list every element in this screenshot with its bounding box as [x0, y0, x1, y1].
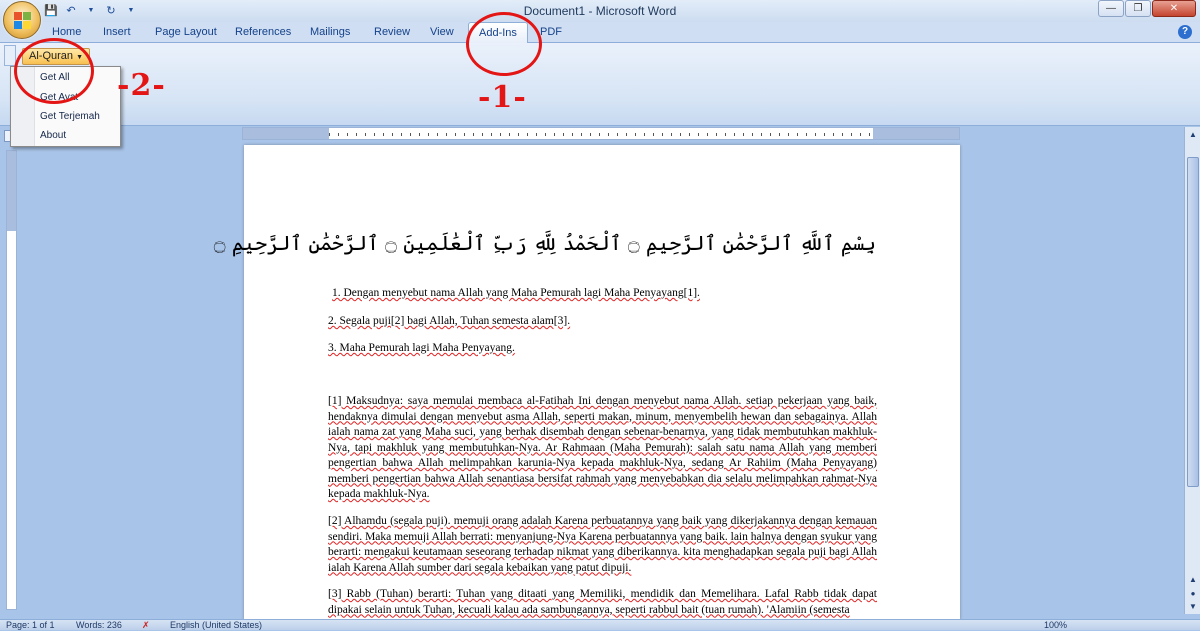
menu-item-get-ayat[interactable]: Get Ayat [40, 92, 79, 103]
vertical-ruler[interactable] [6, 150, 17, 610]
word-count[interactable]: Words: 236 [76, 620, 122, 630]
tab-mailings[interactable]: Mailings [310, 26, 351, 38]
footnote-1-text: [1] Maksudnya: saya memulai membaca al-Fatihah Ini dengan menyebut nama Allah. setiap pekerjaan yang baik, hendaknya dimulai dengan menyebut asma Allah, seperti makan, minum, menyembelih hewan dan sebagainya. Allah ialah nama zat yang Maha suci, yang berhak disembah dengan sebenar-benarnya, yang tidak membutuhkan makhluk-Nya, tapi makhluk yang membutuhkan-Nya. Ar Rahmaan (Maha Pemurah): salah satu nama Allah yang memberi pengertian bahwa Allah melimpahkan karunia-Nya kepada makhluk-Nya, sedang Ar Rahiim (Maha Penyayang) memberi pengertian bahwa Allah senantiasa bersifat rahmah yang menyebabkan dia selalu melimpahkan rahmat-Nya kepada makhluk-Nya. [328, 395, 877, 500]
annotation-step-1: -1- [478, 80, 527, 115]
tab-pdf[interactable]: PDF [540, 26, 562, 38]
numbered-item-1-text: 1. Dengan menyebut nama Allah yang Maha Pemurah lagi Maha Penyayang[1]. [332, 287, 700, 299]
undo-icon[interactable]: ↶ [66, 5, 76, 17]
ruler-left-margin [243, 128, 329, 139]
numbered-item-2-text: 2. Segala puji[2] bagi Allah, Tuhan semesta alam[3]. [328, 315, 571, 327]
annotation-step-2: -2- [117, 68, 166, 103]
chevron-down-icon: ▼ [76, 54, 84, 61]
scroll-up-icon[interactable]: ▲ [1189, 130, 1197, 139]
footnote-1 [328, 394, 877, 503]
footnote-3 [328, 587, 877, 618]
al-quran-label: Al-Quran [29, 50, 74, 62]
redo-icon[interactable]: ↻ [106, 5, 116, 17]
dropdown-arrow-icon[interactable]: ▼ [87, 7, 95, 14]
ribbon-panel [0, 43, 1200, 126]
menu-item-about[interactable]: About [40, 130, 67, 141]
numbered-item-1 [332, 287, 700, 299]
tab-home[interactable]: Home [52, 26, 82, 38]
scroll-up-arrow-icon[interactable]: ▲ [1189, 575, 1197, 584]
numbered-item-3-text: 3. Maha Pemurah lagi Maha Penyayang. [328, 342, 515, 354]
document-page[interactable] [213, 145, 960, 620]
office-logo-icon [14, 12, 32, 30]
tab-add-ins[interactable]: Add-Ins [468, 22, 528, 44]
scroll-down-icon[interactable]: ▼ [1189, 602, 1197, 611]
tab-references[interactable]: References [235, 26, 292, 38]
vertical-scrollbar[interactable] [1184, 127, 1200, 614]
arabic-verse: بِسْمِ ٱللَّهِ ٱلرَّحْمَٰنِ ٱلرَّحِيمِ ۝ ٱلْحَمْدُ لِلَّهِ رَبِّ ٱلْعَٰلَمِينَ ۝ ٱلرَّحْمَٰنِ ٱلرَّحِيمِ ۝ [213, 231, 876, 255]
footnote-2-text: [2] Alhamdu (segala puji). memuji orang adalah Karena perbuatannya yang baik yang dikerjakannya dengan kemauan sendiri. Maka memuji Allah berrati: menyanjung-Nya Karena perbuatannya yang baik. lain halnya dengan syukur yang berarti: mengakui keutamaan seseorang terhadap nikmat yang diberikannya. kita menghadapkan segala puji bagi Allah ialah Karena Allah sumber dari segala kebaikan yang patut dipuji. [328, 515, 877, 574]
footnote-2 [328, 514, 877, 576]
language-indicator[interactable]: English (United States) [170, 620, 263, 630]
window-title: Document1 - Microsoft Word [523, 4, 677, 18]
restore-button[interactable]: ❐ [1125, 0, 1151, 17]
horizontal-ruler[interactable] [242, 127, 960, 140]
tab-view[interactable]: View [430, 26, 454, 38]
page-count[interactable]: Page: 1 of 1 [6, 620, 55, 630]
annotation-circle-al-quran [14, 38, 94, 104]
title-bar [0, 0, 1200, 22]
footnote-3-text: [3] Rabb (Tuhan) berarti: Tuhan yang ditaati yang Memiliki, mendidik dan Memelihara. Lafal Rabb tidak dapat dipakai selain untuk Tuhan, kecuali kalau ada sambungannya, seperti rabbul bait (tuan rumah). 'Alamiin (semesta [328, 588, 877, 616]
select-browse-object-icon[interactable]: ● [1190, 589, 1196, 598]
tab-review[interactable]: Review [374, 26, 411, 38]
help-icon[interactable]: ? [1178, 25, 1192, 39]
window-controls [1098, 0, 1196, 17]
scroll-thumb[interactable] [1187, 157, 1199, 487]
minimize-button[interactable]: — [1098, 0, 1124, 17]
menu-item-get-all[interactable]: Get All [40, 72, 70, 83]
customize-toolbar-icon[interactable]: ▼ [127, 7, 135, 14]
menu-item-get-terjemah[interactable]: Get Terjemah [40, 111, 100, 122]
tab-page-layout[interactable]: Page Layout [155, 26, 217, 38]
proofing-error-icon[interactable]: ✗ [142, 620, 150, 630]
ruler-right-margin [873, 128, 959, 139]
office-button[interactable] [3, 1, 41, 39]
save-icon[interactable]: 💾 [44, 5, 58, 17]
ribbon-tabs [0, 22, 1200, 43]
numbered-item-2 [328, 315, 570, 327]
zoom-level[interactable]: 100% [1044, 620, 1068, 630]
tab-insert[interactable]: Insert [103, 26, 131, 38]
numbered-item-3 [328, 342, 515, 354]
ruler-top-margin [7, 151, 16, 231]
annotation-circle-add-ins [466, 12, 542, 76]
ruler-ticks [329, 133, 873, 136]
close-button[interactable]: ✕ [1152, 0, 1196, 17]
status-bar [0, 619, 1200, 630]
